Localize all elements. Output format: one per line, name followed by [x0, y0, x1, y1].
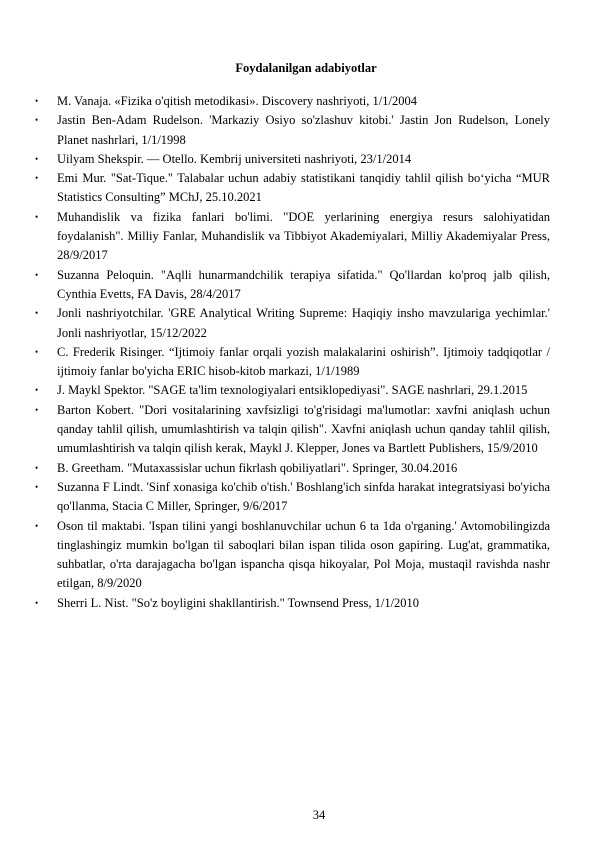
page-title: Foydalanilgan adabiyotlar: [235, 61, 377, 75]
bullet-icon: •: [35, 481, 39, 492]
reference-item: [35, 459, 550, 478]
reference-item: [35, 594, 550, 613]
bullet-icon: •: [35, 346, 39, 357]
reference-text: B. Greetham. "Mutaxassislar uchun fikrlash qobiliyatlari". Springer, 30.04.2016: [57, 460, 458, 475]
reference-item: [35, 92, 550, 111]
reference-text: Emi Mur. "Sat-Tique." Talabalar uchun adabiy statistikani tanqidiy tahlil qilish bo‘yicha “MUR Statistics Consulting” MChJ, 25.10.2021: [57, 171, 550, 205]
bullet-icon: •: [35, 173, 39, 184]
bullet-icon: •: [35, 211, 39, 222]
reference-item: [35, 150, 550, 169]
reference-text: Jonli nashriyotchilar. 'GRE Analytical Writing Supreme: Haqiqiy insho mavzulariga yechimlar.' Jonli nashriyotlar, 15/12/2022: [57, 306, 550, 340]
bullet-icon: •: [35, 462, 39, 473]
reference-item: [35, 401, 550, 459]
reference-item: [35, 343, 550, 382]
bullet-icon: •: [35, 115, 39, 126]
reference-list: [35, 92, 550, 613]
bullet-icon: •: [35, 597, 39, 608]
reference-item: [35, 266, 550, 305]
reference-text: Sherri L. Nist. "So'z boyligini shakllantirish." Townsend Press, 1/1/2010: [57, 595, 420, 610]
reference-text: C. Frederik Risinger. “Ijtimoiy fanlar orqali yozish malakalarini oshirish”. Ijtimoiy tadqiqotlar / ijtimoiy fanlar bo'yicha ERIC hisob-kitob markazi, 1/1/1989: [57, 344, 550, 379]
reference-text: Jastin Ben-Adam Rudelson. 'Markaziy Osiyo so'zlashuv kitobi.' Jastin Jon Rudelson, Lonely Planet nashrlari, 1/1/1998: [57, 113, 550, 147]
reference-item: [35, 304, 550, 343]
reference-text: Uilyam Shekspir. — Otello. Kembrij universiteti nashriyoti, 23/1/2014: [57, 151, 412, 166]
reference-item: [35, 517, 550, 594]
reference-text: Muhandislik va fizika fanlari bo'limi. "DOE yerlarining energiya resurs salohiyatidan foydalanish". Milliy Fanlar, Muhandislik va Tibbiyot Akademiyalari, Milliy Akademiyalar Press, 28/9/2017: [57, 209, 550, 263]
bullet-icon: •: [35, 96, 39, 106]
bullet-icon: •: [35, 269, 39, 280]
reference-text: Oson til maktabi. 'Ispan tilini yangi boshlanuvchilar uchun 6 ta 1da o'rganing.' Avtomobilingizda tinglashingiz mumkin bo'lgan til saboqlari bilan ispan tilida oson gapiring. Lug'at, grammatika, suhbatlar, o'rta darajagacha bo'lgan ispancha qisqa hikoyalar, Pol Moja, mustaqil ravishda nashr etilgan, 8/9/2020: [57, 518, 550, 591]
reference-item: [35, 208, 550, 266]
reference-text: J. Maykl Spektor. "SAGE ta'lim texnologiyalari entsiklopediyasi". SAGE nashrlari, 29.1.2015: [57, 383, 528, 398]
bullet-icon: •: [35, 308, 39, 319]
bullet-icon: •: [35, 153, 39, 164]
bullet-icon: •: [35, 404, 39, 415]
reference-text: Barton Kobert. "Dori vositalarining xavfsizligi to'g'risidagi ma'lumotlar: xavfni aniqlash uchun qanday tahlil qilish, umumlashtirish va talqin qilish". Xavfni aniqlash uchun qanday tahlil qilish, umumlashtirish va talqin qilish kerak, Maykl J. Klepper, Jones va Bartlett Publishers, 15/9/2010: [57, 402, 550, 456]
bullet-icon: •: [35, 385, 39, 396]
reference-item: [35, 381, 550, 400]
bullet-icon: •: [35, 520, 39, 531]
reference-text: Suzanna Peloquin. "Aqlli hunarmandchilik terapiya sifatida." Qo'llardan ko'proq jalb qilish, Cynthia Evetts, FA Davis, 28/4/2017: [57, 267, 550, 301]
reference-item: [35, 478, 550, 517]
reference-item: [35, 169, 550, 208]
reference-text: M. Vanaja. «Fizika o'qitish metodikasi». Discovery nashriyoti, 1/1/2004: [57, 94, 417, 108]
reference-text: Suzanna F Lindt. 'Sinf xonasiga ko'chib o'tish.' Boshlang'ich sinfda harakat integratsiyasi bo'yicha qo'llanma, Stacia C Miller, Springer, 9/6/2017: [57, 479, 550, 514]
reference-item: [35, 111, 550, 150]
page-number: 34: [312, 808, 326, 822]
